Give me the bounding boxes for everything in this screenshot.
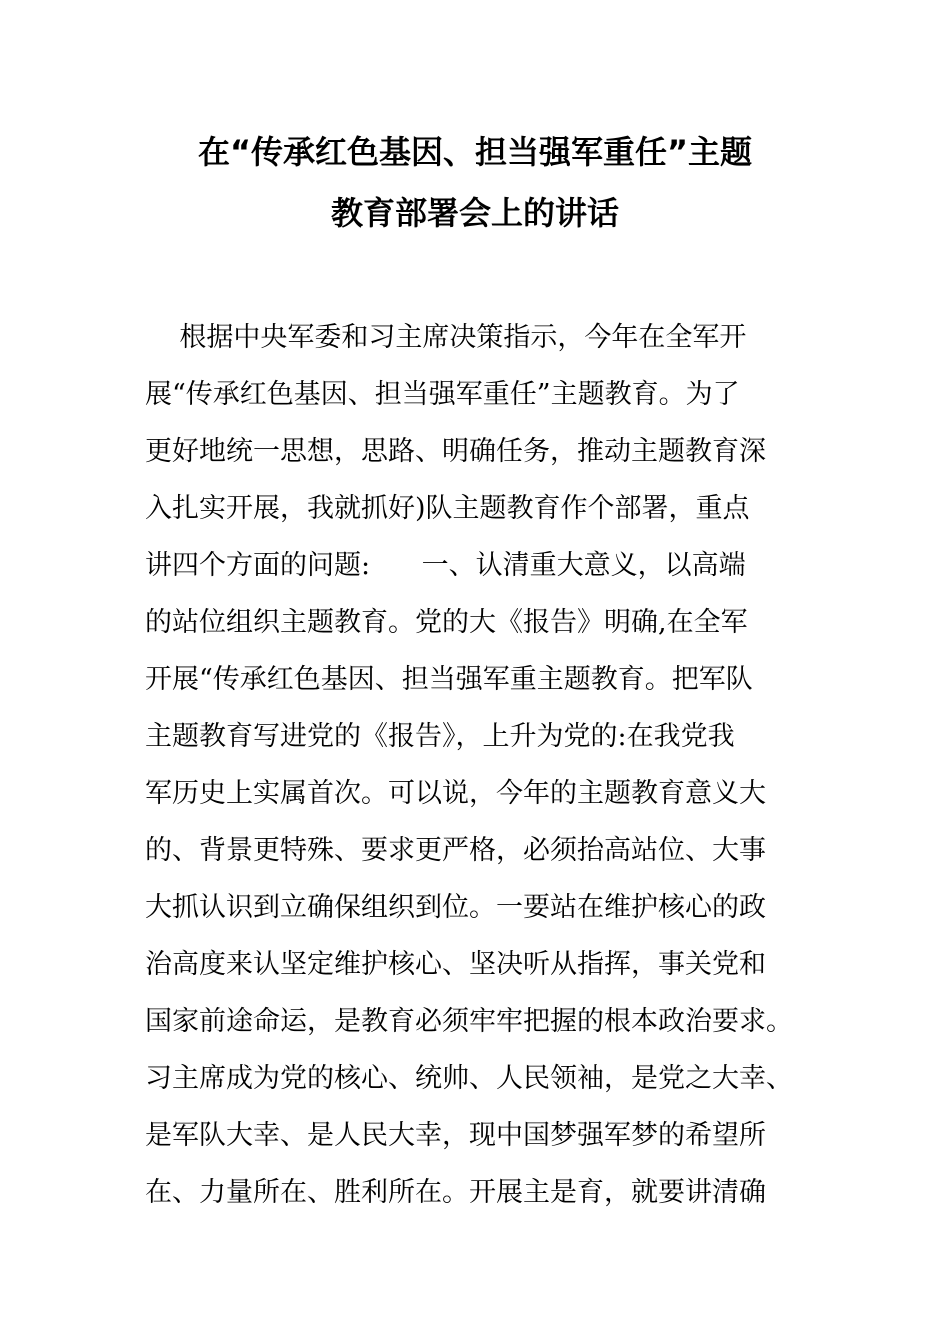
body-paragraph-line: 的、背景更特殊、要求更严格，必须抬高站位、大事	[145, 835, 766, 866]
body-paragraph-line: 展“传承红色基因、担当强军重任”主题教育。为了	[145, 379, 740, 410]
document-title-line-2: 教育部署会上的讲话	[330, 194, 619, 232]
document-title-line-1: 在“传承红色基因、担当强军重任”主题	[197, 133, 753, 171]
body-paragraph-line: 治高度来认坚定维护核心、坚决听从指挥，事关党和	[145, 949, 766, 980]
body-paragraph-line: 是军队大幸、是人民大幸，现中国梦强军梦的希望所	[145, 1120, 766, 1151]
body-paragraph-line: 习主席成为党的核心、统帅、人民领袖，是党之大幸、	[145, 1063, 793, 1094]
body-paragraph-line: 军历史上实属首次。可以说，今年的主题教育意义大	[145, 778, 766, 809]
body-paragraph-line: 国家前途命运，是教育必须牢牢把握的根本政治要求。	[145, 1006, 793, 1037]
body-paragraph-line: 大抓认识到立确保组织到位。一要站在维护核心的政	[145, 892, 766, 923]
body-paragraph-line: 主题教育写进党的《报告》，上升为党的:在我党我	[145, 721, 735, 752]
body-paragraph-line: 更好地统一思想，思路、明确任务，推动主题教育深	[145, 436, 766, 467]
body-paragraph-line: 讲四个方面的问题: 一、认清重大意义，以高端	[145, 550, 746, 581]
body-paragraph-line: 入扎实开展，我就抓好)队主题教育作个部署，重点	[145, 493, 750, 524]
body-paragraph-line: 根据中央军委和习主席决策指示，今年在全军开	[145, 322, 747, 353]
body-paragraph-line: 在、力量所在、胜利所在。开展主是育，就要讲清确	[145, 1177, 766, 1208]
body-paragraph-line: 的站位组织主题教育。党的大《报告》明确,在全军	[145, 607, 748, 638]
body-paragraph-line: 开展“传承红色基因、担当强军重主题教育。把军队	[145, 664, 753, 695]
